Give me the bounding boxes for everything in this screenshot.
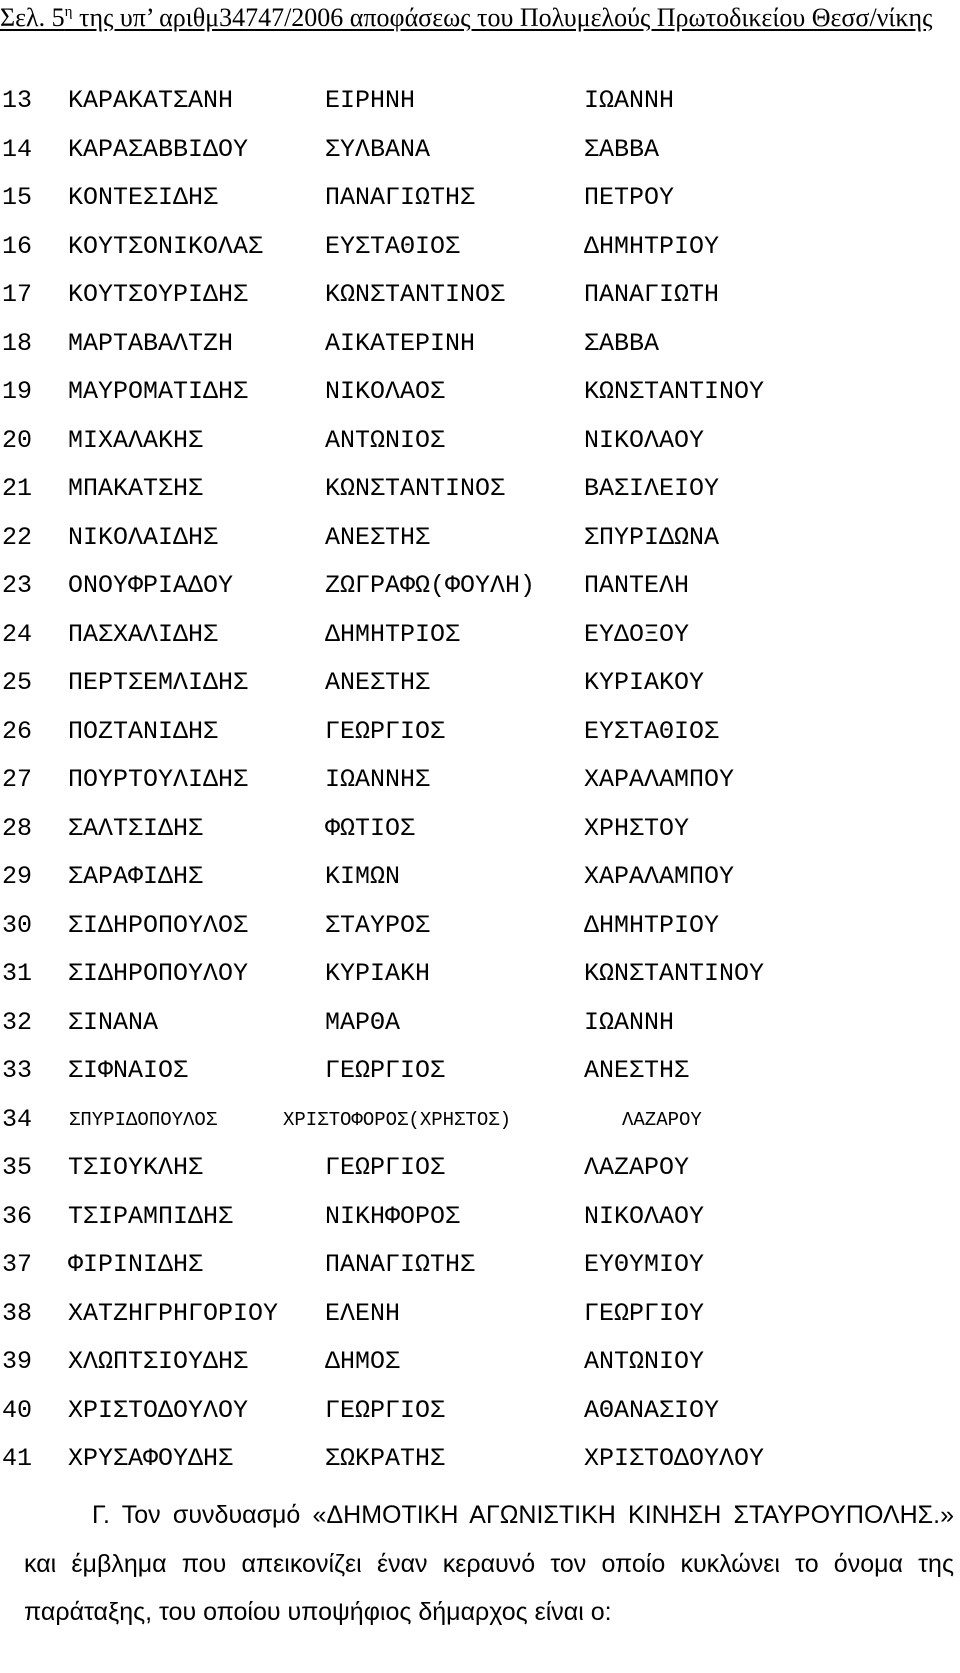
candidate-first-name: ΠΑΝΑΓΙΩΤΗΣ bbox=[325, 183, 476, 212]
candidate-father-name: ΚΥΡΙΑΚΟΥ bbox=[584, 668, 705, 697]
candidate-father-name: ΧΑΡΑΛΑΜΠΟΥ bbox=[584, 862, 735, 891]
candidate-surname: ΠΑΣΧΑΛΙΔΗΣ bbox=[68, 619, 219, 649]
row-number: 24 bbox=[2, 619, 33, 649]
candidate-first-name: ΣΤΑΥΡΟΣ bbox=[325, 910, 431, 940]
candidate-surname: ΣΙΝΑΝΑ bbox=[68, 1007, 159, 1037]
row-number: 39 bbox=[2, 1347, 33, 1376]
candidate-surname: ΣΙΦΝΑΙΟΣ bbox=[68, 1056, 189, 1085]
candidate-first-name: ΝΙΚΗΦΟΡΟΣ bbox=[325, 1201, 461, 1231]
candidate-first-name: ΝΙΚΟΛΑΟΣ bbox=[325, 377, 446, 406]
candidate-surname: ΜΑΡΤΑΒΑΛΤΖΗ bbox=[68, 328, 234, 358]
candidate-father-name: ΕΥΘΥΜΙΟΥ bbox=[584, 1250, 705, 1279]
candidate-father-name: ΠΑΝΤΕΛΗ bbox=[584, 571, 690, 600]
row-number: 30 bbox=[2, 910, 33, 940]
row-number: 35 bbox=[2, 1153, 33, 1182]
candidate-row bbox=[0, 902, 960, 951]
row-number: 23 bbox=[2, 571, 33, 600]
candidate-first-name: ΣΩΚΡΑΤΗΣ bbox=[325, 1444, 446, 1473]
candidate-father-name: ΧΡΗΣΤΟΥ bbox=[584, 813, 690, 843]
row-number: 40 bbox=[2, 1395, 33, 1425]
candidate-first-name: ΦΩΤΙΟΣ bbox=[325, 813, 416, 843]
candidate-row bbox=[0, 999, 960, 1048]
candidate-row bbox=[0, 756, 960, 805]
candidate-first-name: ΜΑΡΘΑ bbox=[325, 1007, 401, 1037]
candidate-row bbox=[0, 708, 960, 757]
candidate-father-name: ΙΩΑΝΝΗ bbox=[584, 1007, 675, 1037]
row-number: 28 bbox=[2, 813, 33, 843]
candidate-father-name: ΛΑΖΑΡΟΥ bbox=[584, 1153, 690, 1182]
candidate-row bbox=[0, 417, 960, 466]
row-number: 16 bbox=[2, 231, 33, 261]
row-number: 15 bbox=[2, 183, 33, 212]
candidate-surname: ΚΟΥΤΣΟΝΙΚΟΛΑΣ bbox=[68, 231, 264, 261]
candidate-row bbox=[0, 950, 960, 999]
candidate-father-name: ΑΝΕΣΤΗΣ bbox=[584, 1056, 690, 1085]
candidate-first-name: ΓΕΩΡΓΙΟΣ bbox=[325, 716, 446, 746]
candidate-father-name: ΝΙΚΟΛΑΟΥ bbox=[584, 1201, 705, 1231]
candidate-first-name: ΙΩΑΝΝΗΣ bbox=[325, 765, 431, 794]
candidate-father-name: ΣΑΒΒΑ bbox=[584, 328, 660, 358]
candidate-father-name: ΔΗΜΗΤΡΙΟΥ bbox=[584, 910, 720, 940]
candidate-row bbox=[0, 368, 960, 417]
candidate-father-name: ΧΑΡΑΛΑΜΠΟΥ bbox=[584, 765, 735, 794]
candidate-list bbox=[0, 77, 960, 1484]
candidate-surname: ΠΟΖΤΑΝΙΔΗΣ bbox=[68, 716, 219, 746]
candidate-surname: ΣΙΔΗΡΟΠΟΥΛΟΣ bbox=[68, 910, 249, 940]
candidate-row bbox=[0, 126, 960, 175]
candidate-row bbox=[0, 659, 960, 708]
candidate-row bbox=[0, 853, 960, 902]
row-number: 25 bbox=[2, 668, 33, 697]
candidate-row bbox=[0, 174, 960, 223]
candidate-row bbox=[0, 1144, 960, 1193]
candidate-surname: ΚΑΡΑΚΑΤΣΑΝΗ bbox=[68, 86, 234, 115]
row-number: 38 bbox=[2, 1298, 33, 1328]
candidate-surname: ΜΙΧΑΛΑΚΗΣ bbox=[68, 425, 204, 455]
candidate-father-name: ΚΩΝΣΤΑΝΤΙΝΟΥ bbox=[584, 959, 765, 988]
candidate-father-name: ΒΑΣΙΛΕΙΟΥ bbox=[584, 474, 720, 503]
candidate-first-name: ΔΗΜΗΤΡΙΟΣ bbox=[325, 619, 461, 649]
candidate-father-name: ΣΑΒΒΑ bbox=[584, 134, 660, 164]
row-number: 21 bbox=[2, 474, 33, 503]
candidate-first-name: ΚΩΝΣΤΑΝΤΙΝΟΣ bbox=[325, 474, 506, 503]
candidate-first-name: ΓΕΩΡΓΙΟΣ bbox=[325, 1395, 446, 1425]
candidate-row bbox=[0, 1047, 960, 1096]
page-header bbox=[0, 0, 960, 36]
candidate-father-name: ΠΑΝΑΓΙΩΤΗ bbox=[584, 280, 720, 309]
candidate-row bbox=[0, 223, 960, 272]
candidate-father-name: ΓΕΩΡΓΙΟΥ bbox=[584, 1298, 705, 1328]
candidate-father-name: ΠΕΤΡΟΥ bbox=[584, 183, 675, 212]
candidate-father-name: ΑΘΑΝΑΣΙΟΥ bbox=[584, 1395, 720, 1425]
candidate-father-name: ΔΗΜΗΤΡΙΟΥ bbox=[584, 231, 720, 261]
row-number: 41 bbox=[2, 1444, 33, 1473]
candidate-row bbox=[0, 1096, 960, 1145]
candidate-first-name: ΚΙΜΩΝ bbox=[325, 862, 401, 891]
paragraph-g: Γ. Τον συνδυασμό «ΔΗΜΟΤΙΚΗ ΑΓΩΝΙΣΤΙΚΗ ΚΙΝΗΣΗ ΣΤΑΥΡΟΥΠΟΛΗΣ.» και έμβλημα που απεικονίζει έναν κεραυνό τον οποίο κυκλώνει το όνομα της παράταξης, του οποίου υποψήφιος δήμαρχος είναι ο: bbox=[24, 1501, 954, 1626]
candidate-row bbox=[0, 465, 960, 514]
candidate-first-name: ΣΥΛΒΑΝΑ bbox=[325, 134, 431, 164]
candidate-surname: ΤΣΙΟΥΚΛΗΣ bbox=[68, 1153, 204, 1182]
candidate-father-name: ΕΥΣΤΑΘΙΟΣ bbox=[584, 716, 720, 746]
candidate-first-name: ΠΑΝΑΓΙΩΤΗΣ bbox=[325, 1250, 476, 1279]
candidate-surname: ΚΟΥΤΣΟΥΡΙΔΗΣ bbox=[68, 280, 249, 309]
row-number: 27 bbox=[2, 765, 33, 794]
candidate-first-name: ΓΕΩΡΓΙΟΣ bbox=[325, 1153, 446, 1182]
candidate-first-name: ΑΝΕΣΤΗΣ bbox=[325, 668, 431, 697]
candidate-first-name: ΓΕΩΡΓΙΟΣ bbox=[325, 1056, 446, 1085]
candidate-surname: ΜΠΑΚΑΤΣΗΣ bbox=[68, 474, 204, 503]
candidate-row bbox=[0, 1241, 960, 1290]
candidate-surname: ΦΙΡΙΝΙΔΗΣ bbox=[68, 1250, 204, 1279]
candidate-father-name: ΣΠΥΡΙΔΩΝΑ bbox=[584, 522, 720, 552]
candidate-father-name: ΛΑΖΑΡΟΥ bbox=[622, 1108, 702, 1131]
candidate-surname: ΣΙΔΗΡΟΠΟΥΛΟΥ bbox=[68, 959, 249, 988]
candidate-first-name: ΖΩΓΡΑΦΩ(ΦΟΥΛΗ) bbox=[325, 571, 536, 600]
row-number: 17 bbox=[2, 280, 33, 309]
candidate-first-name: ΕΙΡΗΝΗ bbox=[325, 86, 416, 115]
candidate-row bbox=[0, 514, 960, 563]
candidate-surname: ΧΡΙΣΤΟΔΟΥΛΟΥ bbox=[68, 1395, 249, 1425]
candidate-surname: ΤΣΙΡΑΜΠΙΔΗΣ bbox=[68, 1201, 234, 1231]
row-number: 34 bbox=[2, 1104, 33, 1134]
header-superscript: η bbox=[64, 4, 73, 20]
header-prefix: Σελ. 5 bbox=[0, 3, 65, 32]
row-number: 36 bbox=[2, 1201, 33, 1231]
candidate-surname: ΟΝΟΥΦΡΙΑΔΟΥ bbox=[68, 571, 234, 600]
candidate-surname: ΜΑΥΡΟΜΑΤΙΔΗΣ bbox=[68, 377, 249, 406]
candidate-first-name: ΚΩΝΣΤΑΝΤΙΝΟΣ bbox=[325, 280, 506, 309]
candidate-surname: ΚΟΝΤΕΣΙΔΗΣ bbox=[68, 183, 219, 212]
candidate-row bbox=[0, 562, 960, 611]
candidate-father-name: ΝΙΚΟΛΑΟΥ bbox=[584, 425, 705, 455]
row-number: 26 bbox=[2, 716, 33, 746]
candidate-surname: ΣΠΥΡΙΔΟΠΟΥΛΟΣ bbox=[69, 1108, 218, 1131]
candidate-surname: ΝΙΚΟΛΑΙΔΗΣ bbox=[68, 522, 219, 552]
candidate-row bbox=[0, 1193, 960, 1242]
candidate-row bbox=[0, 1290, 960, 1339]
candidate-first-name: ΑΝΤΩΝΙΟΣ bbox=[325, 425, 446, 455]
row-number: 29 bbox=[2, 862, 33, 891]
row-number: 18 bbox=[2, 328, 33, 358]
candidate-father-name: ΚΩΝΣΤΑΝΤΙΝΟΥ bbox=[584, 377, 765, 406]
header-rest: της υπ’ αριθμ34747/2006 αποφάσεως του Πολυμελούς Πρωτοδικείου Θεσσ/νίκης bbox=[72, 3, 933, 32]
candidate-first-name: ΚΥΡΙΑΚΗ bbox=[325, 959, 431, 988]
candidate-row bbox=[0, 1435, 960, 1484]
candidate-row bbox=[0, 1338, 960, 1387]
candidate-surname: ΧΡΥΣΑΦΟΥΔΗΣ bbox=[68, 1444, 234, 1473]
row-number: 13 bbox=[2, 86, 33, 115]
candidate-father-name: ΧΡΙΣΤΟΔΟΥΛΟΥ bbox=[584, 1444, 765, 1473]
candidate-first-name: ΕΛΕΝΗ bbox=[325, 1298, 401, 1328]
candidate-surname: ΧΑΤΖΗΓΡΗΓΟΡΙΟΥ bbox=[68, 1298, 279, 1328]
row-number: 20 bbox=[2, 425, 33, 455]
candidate-row bbox=[0, 77, 960, 126]
candidate-surname: ΠΕΡΤΣΕΜΛΙΔΗΣ bbox=[68, 668, 249, 697]
candidate-row bbox=[0, 805, 960, 854]
candidate-first-name: ΔΗΜΟΣ bbox=[325, 1347, 401, 1376]
row-number: 32 bbox=[2, 1007, 33, 1037]
candidate-first-name: ΑΙΚΑΤΕΡΙΝΗ bbox=[325, 328, 476, 358]
candidate-first-name: ΧΡΙΣΤΟΦΟΡΟΣ(ΧΡΗΣΤΟΣ) bbox=[283, 1108, 512, 1131]
candidate-first-name: ΕΥΣΤΑΘΙΟΣ bbox=[325, 231, 461, 261]
row-number: 14 bbox=[2, 134, 33, 164]
candidate-surname: ΣΑΡΑΦΙΔΗΣ bbox=[68, 862, 204, 891]
candidate-father-name: ΙΩΑΝΝΗ bbox=[584, 86, 675, 115]
candidate-first-name: ΑΝΕΣΤΗΣ bbox=[325, 522, 431, 552]
candidate-surname: ΠΟΥΡΤΟΥΛΙΔΗΣ bbox=[68, 765, 249, 794]
candidate-row bbox=[0, 271, 960, 320]
candidate-row bbox=[0, 320, 960, 369]
row-number: 22 bbox=[2, 522, 33, 552]
candidate-row bbox=[0, 611, 960, 660]
candidate-surname: ΧΛΩΠΤΣΙΟΥΔΗΣ bbox=[68, 1347, 249, 1376]
row-number: 33 bbox=[2, 1056, 33, 1085]
candidate-surname: ΣΑΛΤΣΙΔΗΣ bbox=[68, 813, 204, 843]
row-number: 19 bbox=[2, 377, 33, 406]
candidate-surname: ΚΑΡΑΣΑΒΒΙΔΟΥ bbox=[68, 134, 249, 164]
candidate-father-name: ΑΝΤΩΝΙΟΥ bbox=[584, 1347, 705, 1376]
row-number: 31 bbox=[2, 959, 33, 988]
candidate-father-name: ΕΥΔΟΞΟΥ bbox=[584, 619, 690, 649]
row-number: 37 bbox=[2, 1250, 33, 1279]
candidate-row bbox=[0, 1387, 960, 1436]
